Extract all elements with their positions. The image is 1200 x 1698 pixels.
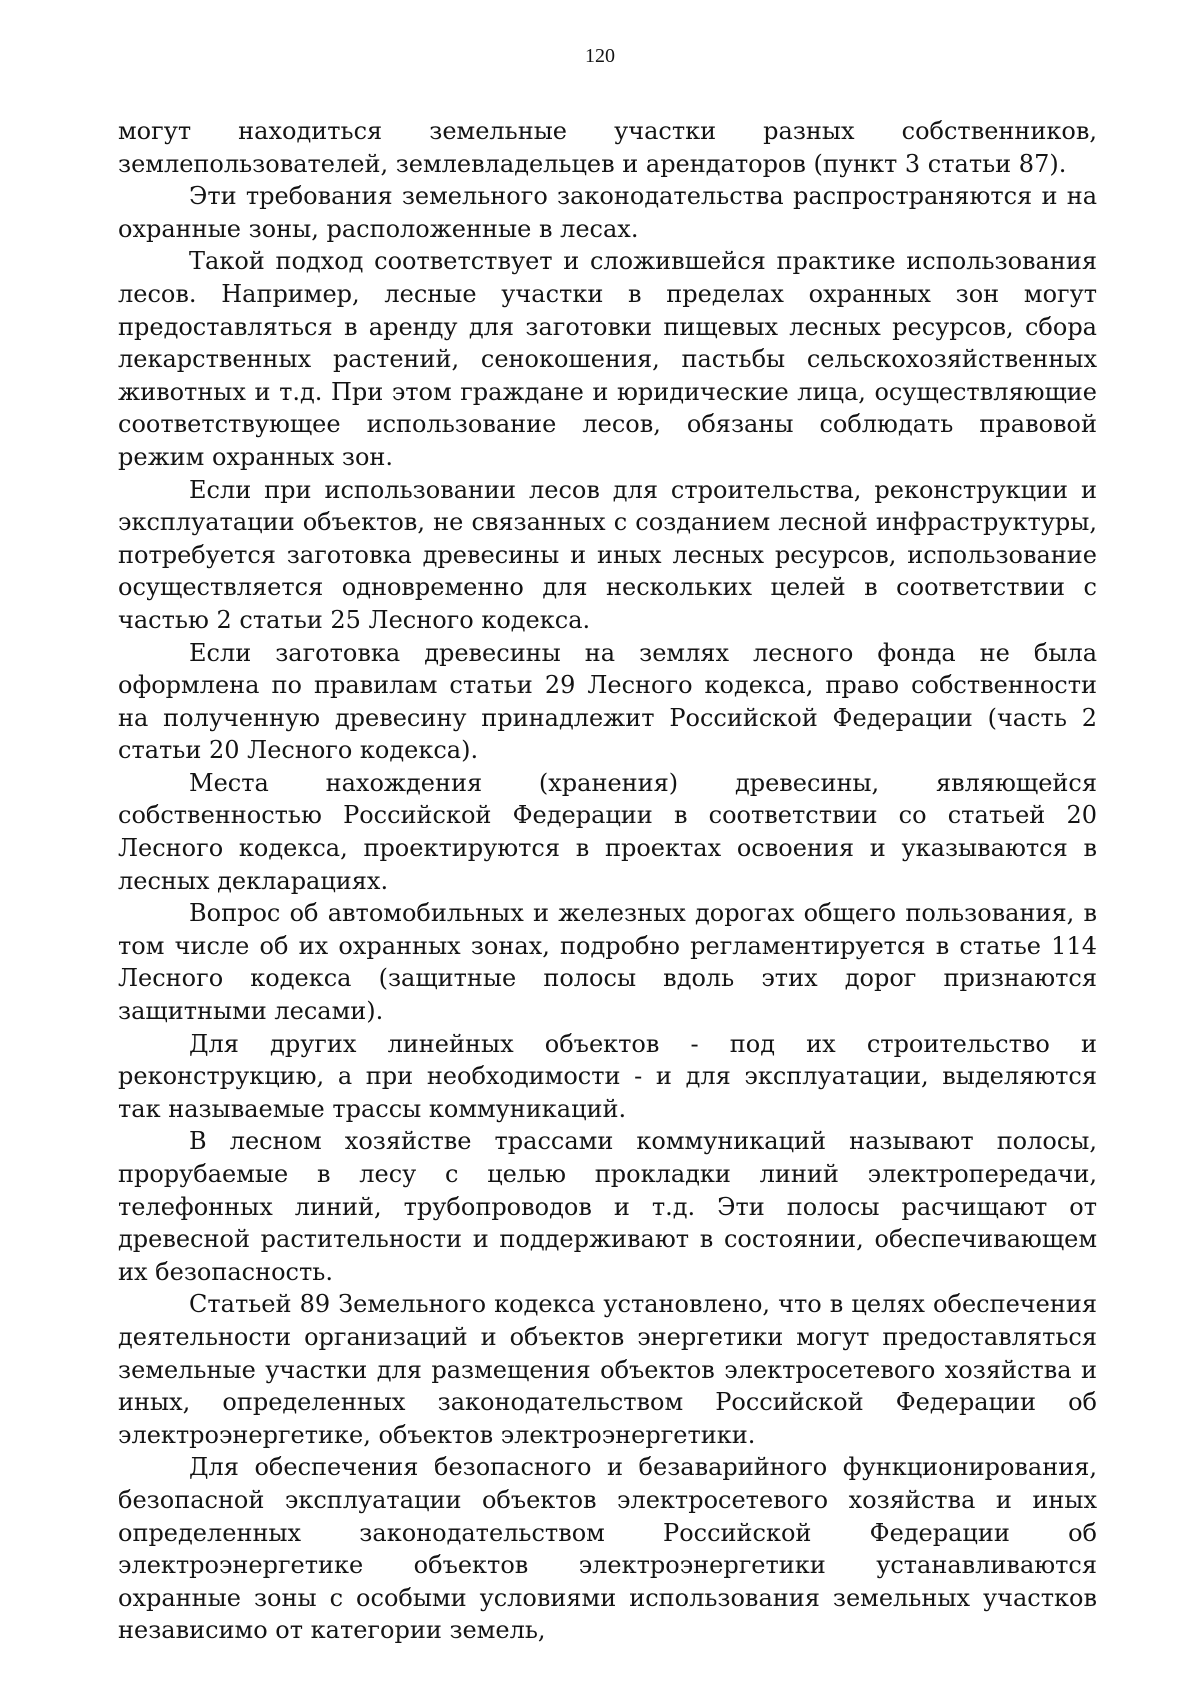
paragraph: Места нахождения (хранения) древесины, являющейся собственностью Российской Федерации в соответствии со статьей 20 Лесного кодекса, проектируются в проектах освоения и указываются в лесных декларациях.	[118, 768, 1097, 895]
paragraph: Если заготовка древесины на землях лесного фонда не была оформлена по правилам статьи 29 Лесного кодекса, право собственности на полученную древесину принадлежит Российской Федерации (часть 2 статьи 20 Лесного кодекса).	[118, 638, 1097, 765]
paragraph: Если при использовании лесов для строительства, реконструкции и эксплуатации объектов, не связанных с созданием лесной инфраструктуры, потребуется заготовка древесины и иных лесных ресурсов, использование осуществляется одновременно для нескольких целей в соответствии с частью 2 статьи 25 Лесного кодекса.	[118, 475, 1097, 634]
paragraph: Вопрос об автомобильных и железных дорогах общего пользования, в том числе об их охранных зонах, подробно регламентируется в статье 114 Лесного кодекса (защитные полосы вдоль этих дорог признаются защитными лесами).	[118, 899, 1097, 1026]
paragraph: Такой подход соответствует и сложившейся практике использования лесов. Например, лесные участки в пределах охранных зон могут предоставляться в аренду для заготовки пищевых лесных ресурсов, сбора лекарственных растений, сенокошения, пастьбы сельскохозяйственных животных и т.д. При этом граждане и юридические лица, осуществляющие соответствующее использование лесов, обязаны соблюдать правовой режим охранных зон.	[118, 247, 1097, 471]
paragraph: Для других линейных объектов - под их строительство и реконструкцию, а при необходимости - и для эксплуатации, выделяются так называемые трассы коммуникаций.	[118, 1029, 1097, 1123]
body-text	[118, 115, 1097, 1647]
paragraph: Эти требования земельного законодательства распространяются и на охранные зоны, расположенные в лесах.	[118, 182, 1097, 243]
paragraph: Статьей 89 Земельного кодекса установлено, что в целях обеспечения деятельности организаций и объектов энергетики могут предоставляться земельные участки для размещения объектов электросетевого хозяйства и иных, определенных законодательством Российской Федерации об электроэнергетике, объектов электроэнергетики.	[118, 1290, 1097, 1449]
page-number: 120	[585, 45, 615, 67]
paragraph: В лесном хозяйстве трассами коммуникаций называют полосы, прорубаемые в лесу с целью прокладки линий электропередачи, телефонных линий, трубопроводов и т.д. Эти полосы расчищают от древесной растительности и поддерживают в состоянии, обеспечивающем их безопасность.	[118, 1127, 1097, 1286]
paragraph: Для обеспечения безопасного и безаварийного функционирования, безопасной эксплуатации объектов электросетевого хозяйства и иных определенных законодательством Российской Федерации об электроэнергетике объектов электроэнергетики устанавливаются охранные зоны с особыми условиями использования земельных участков независимо от категории земель,	[118, 1453, 1097, 1645]
paragraph-continued: могут находиться земельные участки разных собственников, землепользователей, землевладельцев и арендаторов (пункт 3 статьи 87).	[118, 117, 1097, 178]
